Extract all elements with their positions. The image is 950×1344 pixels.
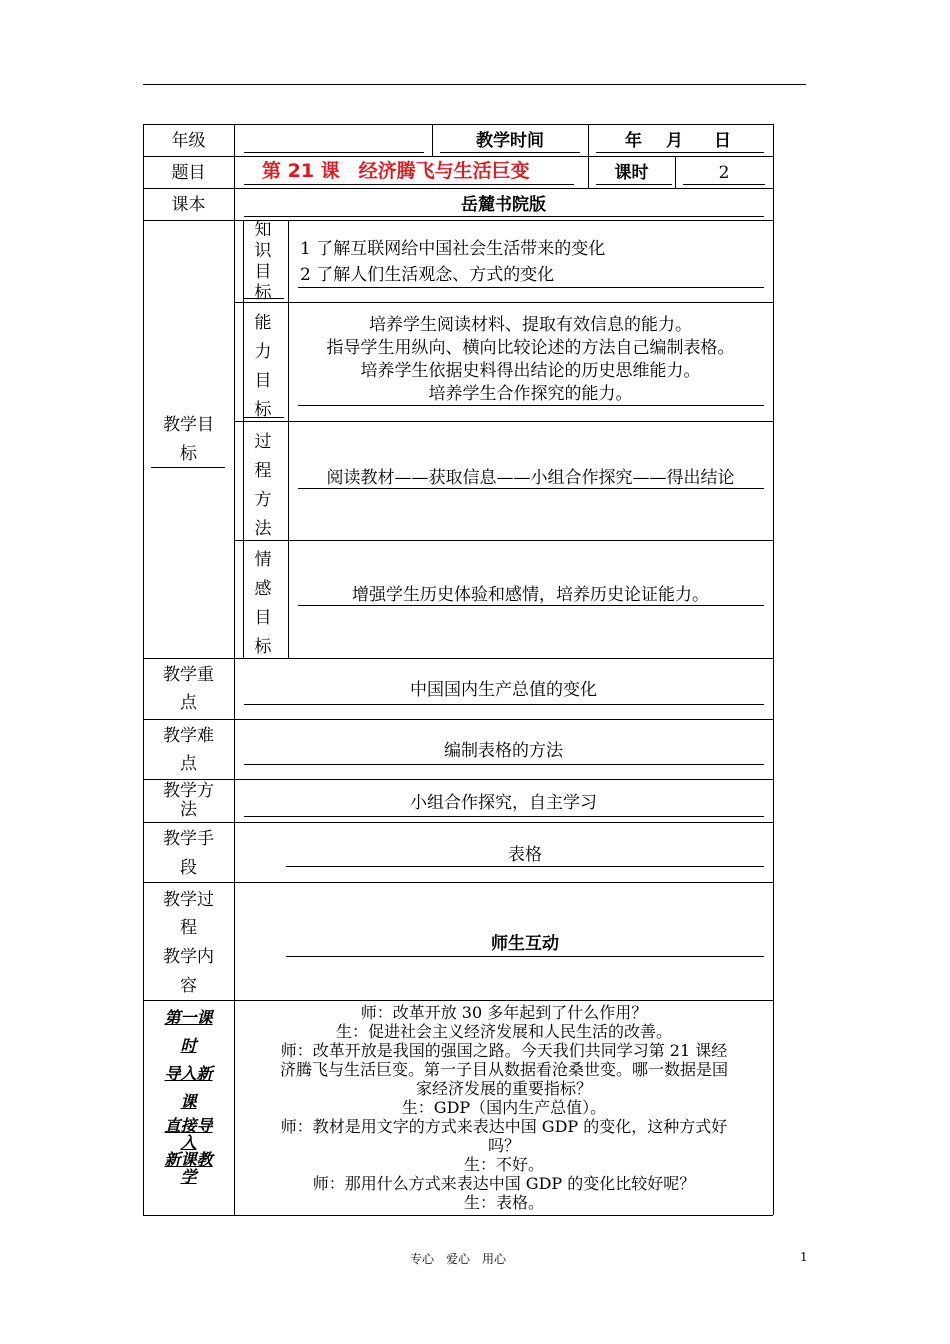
method-label-2: 法: [180, 800, 197, 820]
means-value: 表格: [508, 845, 542, 865]
first-lesson-label: 第一课 时 导入新 课 直接导 入 新课教 学: [164, 1008, 213, 1186]
dialogue-line: 生：GDP（国内生产总值）。: [401, 1098, 607, 1117]
textbook-value: 岳麓书院版: [461, 195, 546, 215]
page-number: 1: [800, 1250, 808, 1264]
process-label: 过 程 方 法: [254, 432, 272, 539]
dialogue-line: 家经济发展的重要指标？: [415, 1079, 592, 1098]
process-row-label-3: 教学内: [163, 947, 214, 967]
process-row-label-2: 程: [180, 918, 197, 938]
dialogue-line: 师：那用什么方式来表达中国 GDP 的变化比较好呢？: [312, 1174, 696, 1193]
method-label-1: 教学方: [163, 781, 214, 801]
ability-line-2: 指导学生用纵向、横向比较论述的方法自己编制表格。: [326, 338, 735, 358]
grade-label: 年级: [171, 131, 206, 151]
ability-line-3: 培养学生依据史料得出结论的历史思维能力。: [360, 361, 701, 381]
dialogue-line: 师：改革开放是我国的强国之路。今天我们共同学习第 21 课经: [280, 1041, 728, 1060]
means-label-1: 教学手: [163, 829, 214, 849]
method-value: 小组合作探究，自主学习: [410, 793, 597, 813]
date-month: 月: [666, 131, 683, 151]
process-row-label-4: 容: [180, 976, 197, 996]
dialogue-line: 生：表格。: [463, 1193, 544, 1212]
process-row-label-1: 教学过: [163, 890, 214, 910]
process-row-value: 师生互动: [491, 934, 559, 954]
objectives-label-2: 标: [180, 444, 197, 464]
emotion-label: 情 感 目 标: [254, 550, 272, 657]
means-label-2: 段: [180, 858, 197, 878]
difficulty-label-1: 教学难: [163, 726, 214, 746]
textbook-label: 课本: [171, 195, 206, 215]
key-point-value: 中国国内生产总值的变化: [410, 680, 597, 700]
date-year: 年: [625, 131, 642, 151]
period-label: 课时: [614, 163, 649, 183]
knowledge-line-1: 1 了解互联网给中国社会生活带来的变化: [300, 239, 606, 259]
ability-line-4: 培养学生合作探究的能力。: [428, 384, 633, 404]
ability-line-1: 培养学生阅读材料、提取有效信息的能力。: [369, 315, 692, 335]
process-text: 阅读教材——获取信息——小组合作探究——得出结论: [326, 468, 735, 488]
dialogue-line: 师：教材是用文字的方式来表达中国 GDP 的变化，这种方式好: [280, 1117, 728, 1136]
knowledge-label: 知 识 目 标: [254, 220, 272, 303]
difficulty-value: 编制表格的方法: [444, 741, 563, 761]
knowledge-line-2: 2 了解人们生活观念、方式的变化: [300, 265, 555, 285]
dialogue-line: 师：改革开放 30 多年起到了什么作用？: [360, 1003, 648, 1022]
lesson-title: 第 21 课 经济腾飞与生活巨变: [262, 160, 530, 182]
dialogue-line: 生：促进社会主义经济发展和人民生活的改善。: [335, 1022, 672, 1041]
objectives-label-1: 教学目: [163, 415, 214, 435]
topic-label: 题目: [171, 163, 206, 183]
ability-label: 能 力 目 标: [254, 313, 272, 420]
difficulty-label-2: 点: [180, 754, 197, 774]
lesson-dialogue: [236, 1003, 772, 1212]
date-day: 日: [714, 131, 731, 151]
dialogue-line: 济腾飞与生活巨变。第一子目从数据看沧桑世变。哪一数据是国: [279, 1060, 728, 1079]
key-point-label-1: 教学重: [163, 665, 214, 685]
emotion-text: 增强学生历史体验和感情，培养历史论证能力。: [352, 585, 709, 605]
key-point-label-2: 点: [180, 693, 197, 713]
dialogue-line: 生：不好。: [463, 1155, 544, 1174]
header-rule: [143, 84, 806, 85]
period-value: 2: [718, 163, 730, 183]
teach-time-label: 教学时间: [476, 131, 544, 151]
dialogue-line: 吗？: [487, 1136, 520, 1155]
footer-motto: 专心 爱心 用心: [410, 1252, 507, 1266]
